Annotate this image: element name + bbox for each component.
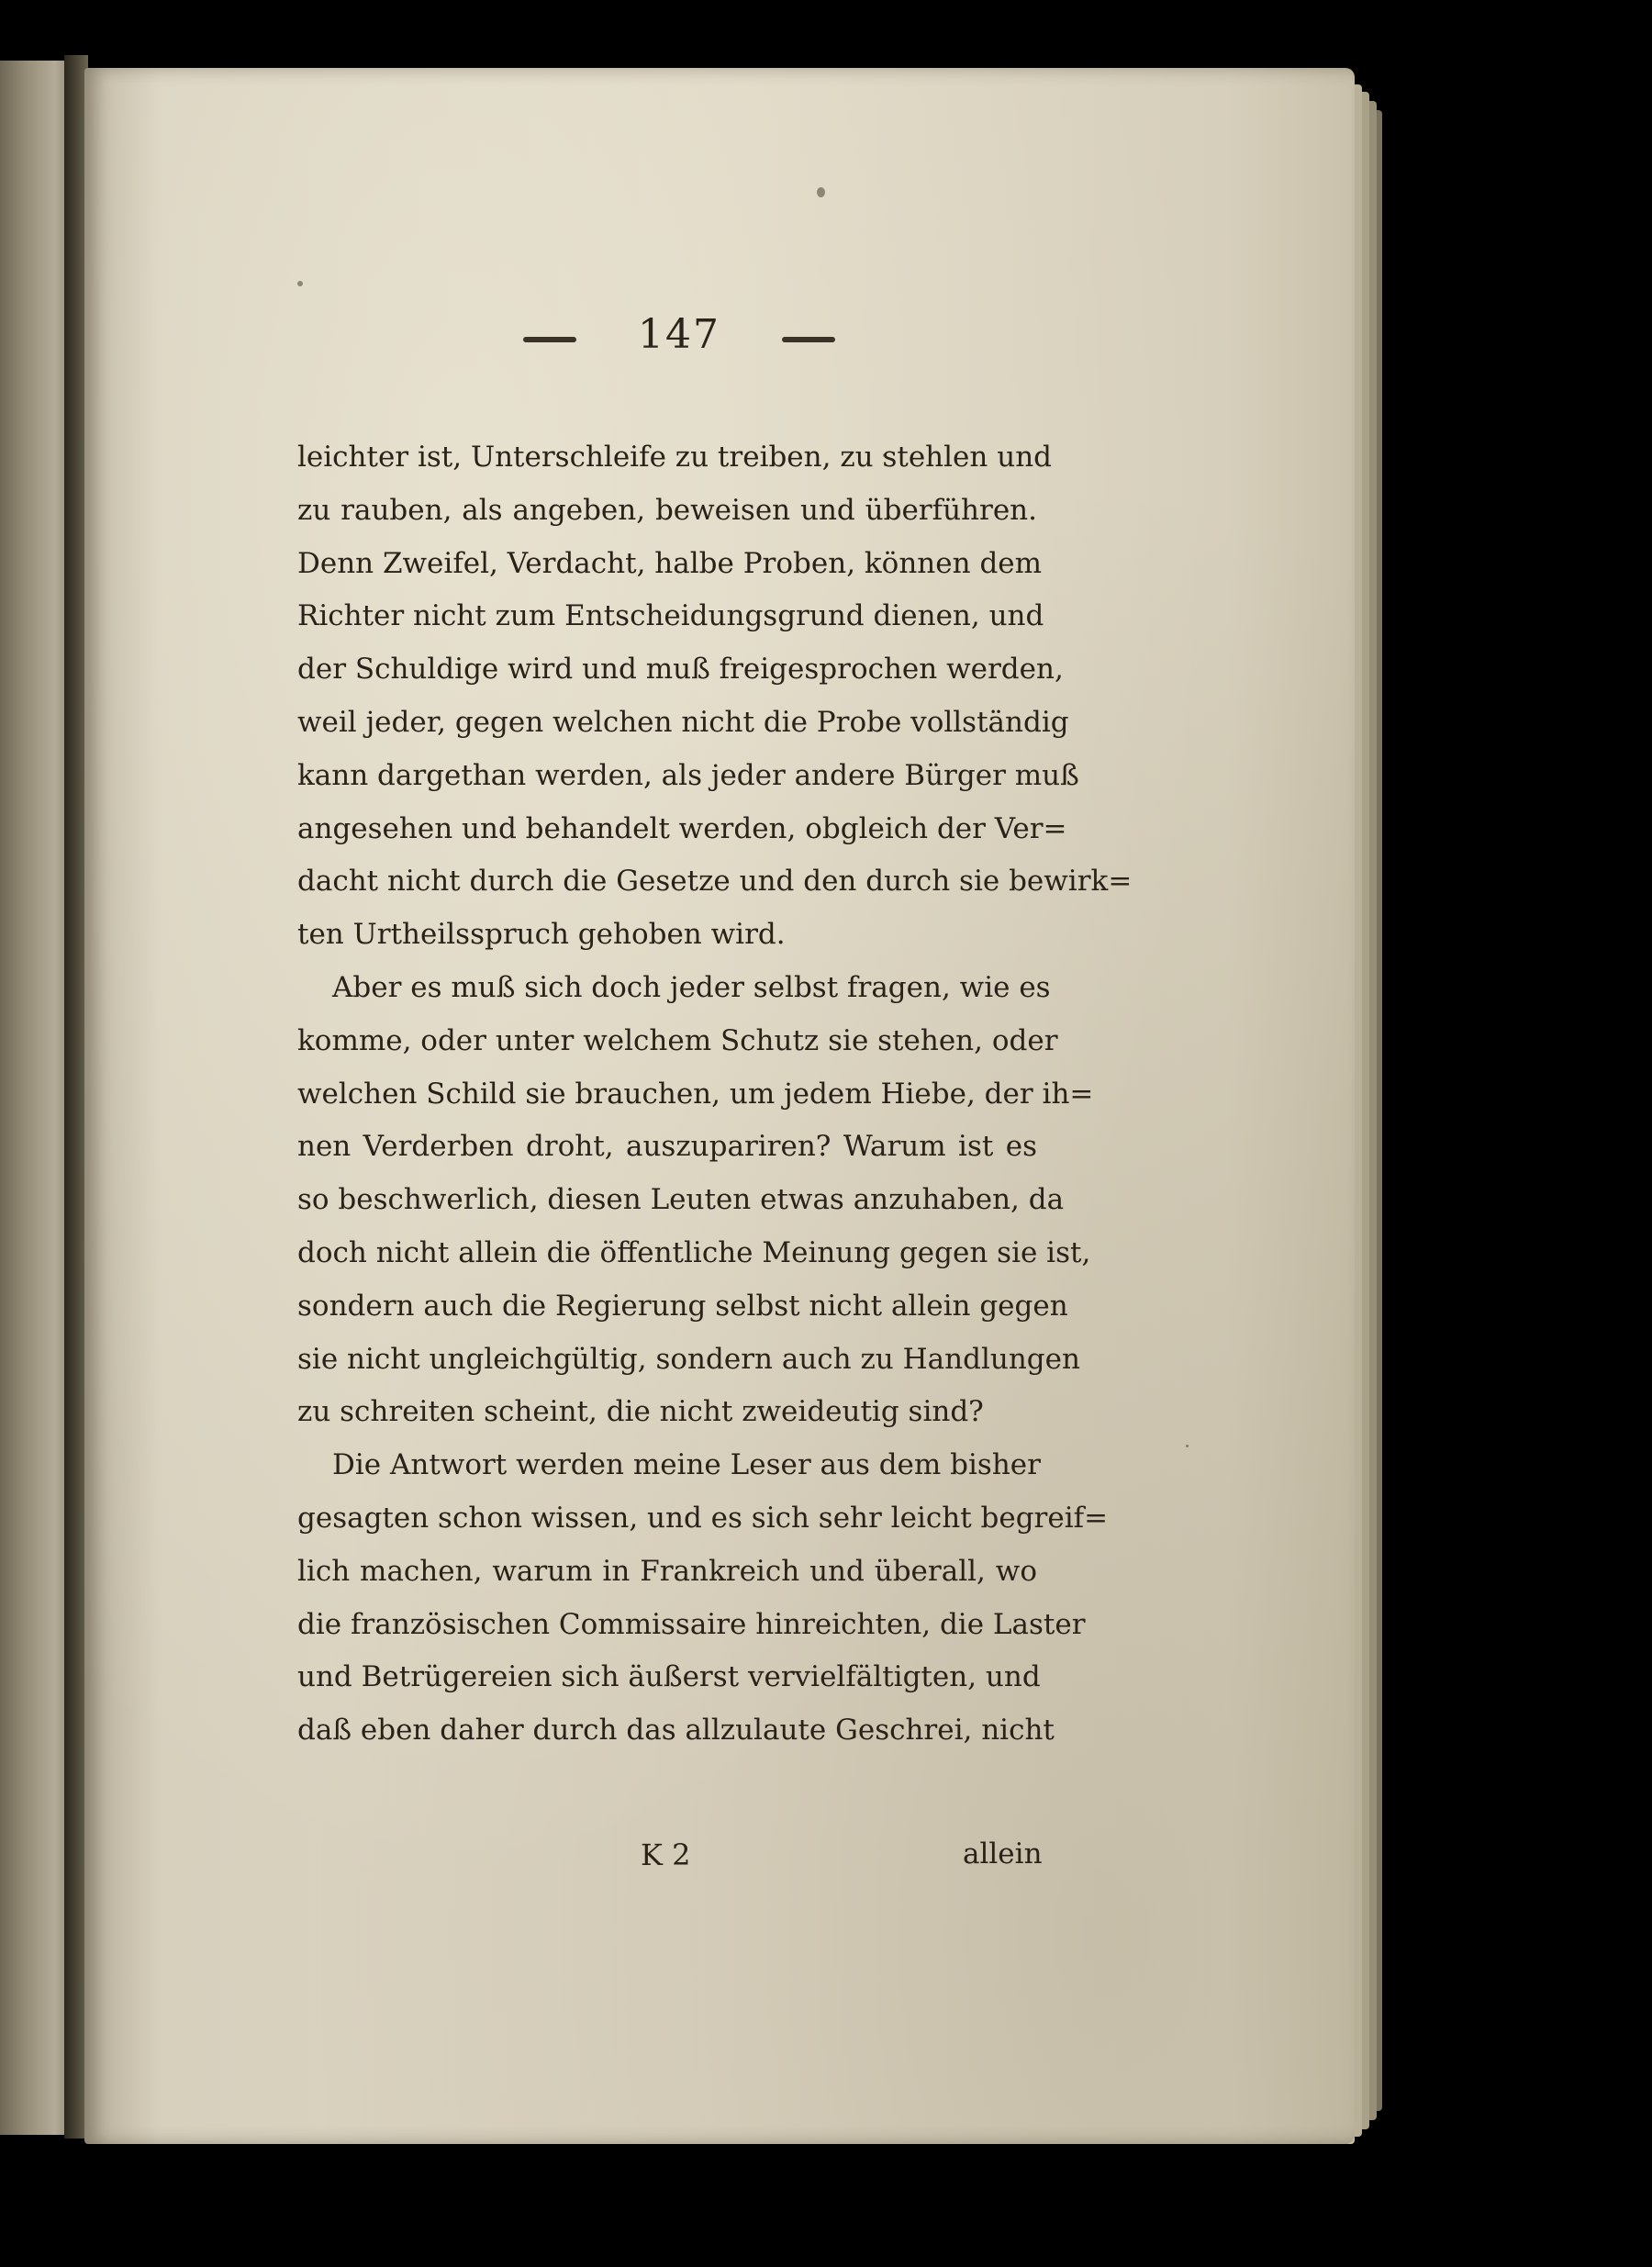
text-line: und Betrügereien sich äußerst vervielfältigten, und (297, 1660, 1041, 1694)
text-line: lich machen, warum in Frankreich und überall, wo (297, 1554, 1037, 1588)
header-ornament-right (782, 337, 835, 342)
catchword: allein (963, 1837, 1043, 1871)
text-line: weil jeder, gegen welchen nicht die Probe vollständig (297, 705, 1069, 739)
text-line: leichter ist, Unterschleife zu treiben, zu stehlen und (297, 441, 1052, 474)
text-line: zu schreiten scheint, die nicht zweideutig sind? (297, 1395, 984, 1429)
text-line: dacht nicht durch die Gesetze und den durch sie bewirk= (297, 865, 1133, 899)
facing-page-edge (0, 61, 73, 2135)
text-line: Aber es muß sich doch jeder selbst fragen, wie es (332, 970, 1051, 1004)
text-line: angesehen und behandelt werden, obgleich der Ver= (297, 811, 1067, 845)
text-line: daß eben daher durch das allzulaute Geschrei, nicht (297, 1714, 1055, 1748)
page-edge (1377, 110, 1382, 2111)
text-line: der Schuldige wird und muß freigesprochen werden, (297, 653, 1064, 687)
text-line: Richter nicht zum Entscheidungsgrund dienen, und (297, 599, 1044, 633)
text-line: Denn Zweifel, Verdacht, halbe Proben, können dem (297, 546, 1043, 580)
text-line: welchen Schild sie brauchen, um jedem Hiebe, der ih= (297, 1077, 1094, 1111)
body-text (297, 431, 1133, 1758)
text-line: so beschwerlich, diesen Leuten etwas anzuhaben, da (297, 1183, 1065, 1217)
text-line: Die Antwort werden meine Leser aus dem bisher (332, 1448, 1041, 1482)
text-line: ten Urtheilsspruch gehoben wird. (297, 918, 786, 952)
text-line: die französischen Commissaire hinreichten, die Laster (297, 1607, 1086, 1641)
paper-speck (817, 187, 825, 197)
page-edge (1369, 101, 1377, 2120)
text-line: nen Verderben droht, auszupariren? Warum ist es (297, 1130, 1037, 1164)
page-header (514, 311, 844, 366)
text-line: doch nicht allein die öffentliche Meinung gegen sie ist, (297, 1235, 1091, 1269)
text-line: zu rauben, als angeben, beweisen und überführen. (297, 493, 1037, 527)
text-line: kann dargethan werden, als jeder andere Bürger muß (297, 758, 1079, 792)
page-edge (1355, 84, 1362, 2137)
paper-speck (1186, 1445, 1189, 1447)
book-page (84, 68, 1355, 2144)
page-edge (1362, 92, 1369, 2129)
page-number: 147 (638, 311, 720, 358)
text-line: sie nicht ungleichgültig, sondern auch zu Handlungen (297, 1342, 1080, 1376)
signature-mark: K 2 (641, 1837, 691, 1872)
text-line: sondern auch die Regierung selbst nicht allein gegen (297, 1289, 1068, 1323)
text-line: gesagten schon wissen, und es sich sehr leicht begreif= (297, 1501, 1109, 1535)
text-line: komme, oder unter welchem Schutz sie stehen, oder (297, 1023, 1058, 1057)
paper-speck (297, 281, 303, 286)
